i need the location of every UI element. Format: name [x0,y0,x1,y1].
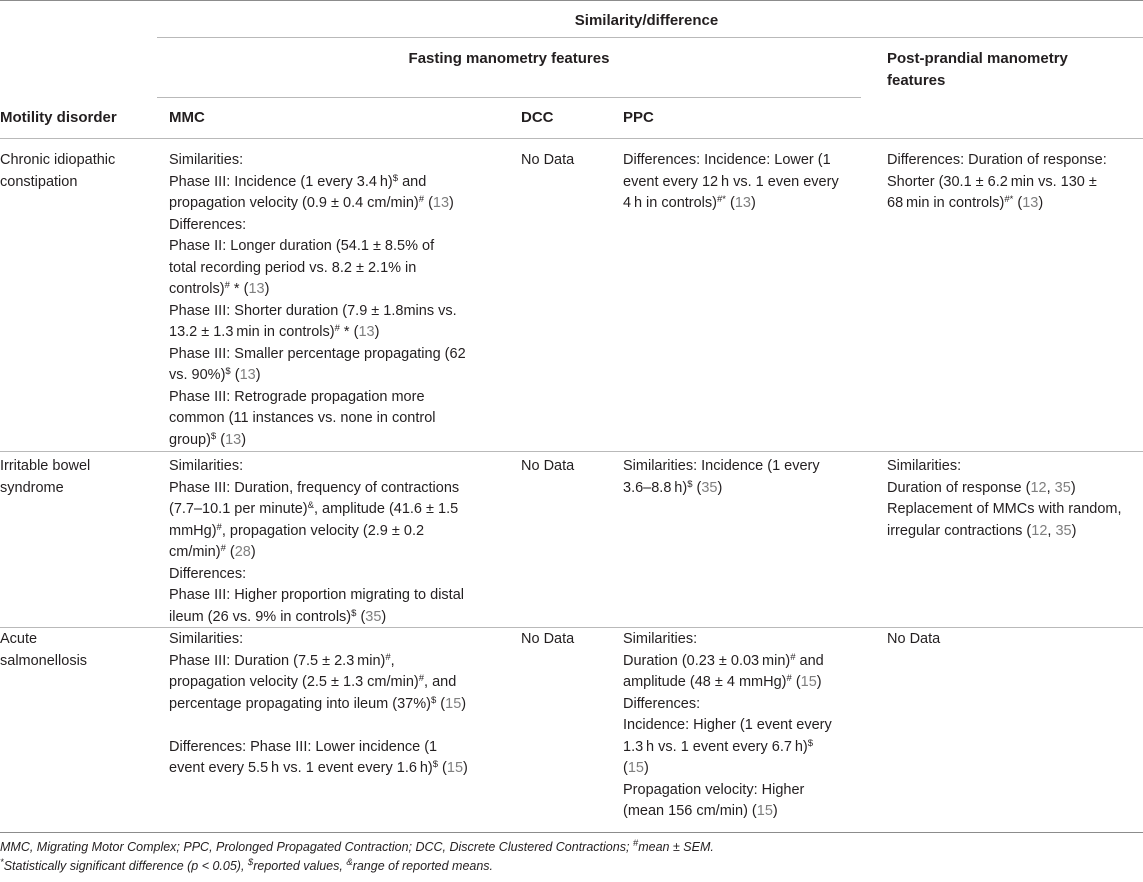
disorder-line: Irritable bowel [0,458,91,474]
cell-line [169,564,464,586]
cell-text: 3.6–8.8 h) [623,479,688,496]
row-1-dcc: No Data [521,152,575,168]
superscript-mark: $ [351,607,357,619]
cell-text: controls) [169,281,225,297]
superscript-mark: * [0,857,4,868]
row-3-postprandial [887,629,940,651]
cell-text: ) [461,695,467,712]
superscript-mark: # [632,838,639,849]
cell-text: Differences: [623,695,701,712]
cell-text: ) [816,674,822,690]
cell-line [887,629,940,651]
reference-number[interactable]: 13 [239,367,256,383]
cell-text: reported values, [253,859,347,873]
row-2-postprandial [887,456,1122,542]
cell-line [169,521,464,543]
table-bottom-rule [0,832,1143,833]
cell-text: , [1046,479,1055,496]
superscript-mark: $ [432,759,439,770]
cell-text: No Data [887,631,941,647]
reference-number[interactable]: 15 [756,803,773,819]
cell-text: ) [643,760,649,776]
superscript-mark: # [418,673,425,684]
cell-text: group) [169,431,211,448]
superscript-mark: # [224,280,230,291]
header-ppc: PPC [623,109,654,126]
cell-line [887,193,1107,215]
superscript-mark: # [220,543,226,554]
cell-line [169,322,466,344]
cell-text: event every 12 h vs. 1 even every [623,173,839,190]
cell-line [623,456,820,478]
cell-line [169,172,466,194]
cell-line [169,694,468,716]
row-3-ppc [623,629,832,823]
reference-number[interactable]: 13 [432,195,450,211]
cell-text: Phase III: Duration (7.5 ± 2.3 min) [169,652,386,669]
cell-line [887,150,1107,172]
row-2-rule [0,627,1143,628]
table-top-rule [0,0,1143,1]
cell-text: MMC, Migrating Motor Complex; PPC, Prolonged Propagated Contraction; DCC, Discrete Clustered Contractions; [0,840,633,854]
header-motility-disorder: Motility disorder [0,109,117,126]
superscript-mark: $ [247,857,254,868]
cell-text: ( [356,608,366,625]
cell-text: ) [449,195,454,211]
cell-line [623,801,832,823]
cell-text: Phase III: Smaller percentage propagating (62 [169,345,466,362]
superscript-mark: $ [392,172,399,184]
cell-text: , [1047,522,1056,539]
superscript-mark: #* [716,194,726,205]
cell-line [169,456,464,478]
header-postprandial-line2: features [887,72,946,89]
disorder-line: salmonellosis [0,652,88,669]
header-group-rule [157,37,1143,38]
disorder-line: Acute [0,631,38,647]
cell-text: Shorter (30.1 ± 6.2 min vs. 130 ± [887,173,1097,190]
cell-text: Replacement of MMCs with random, [887,501,1122,517]
cell-line [169,279,466,301]
cell-text: , amplitude (41.6 ± 1.5 [313,501,459,517]
header-dcc: DCC [521,109,554,126]
cell-text: 1.3 h vs. 1 event every 6.7 h) [623,738,808,755]
cell-text: , propagation velocity (2.9 ± 0.2 [221,522,425,539]
cell-line [169,301,466,323]
cell-text: ( [216,431,226,448]
row-2-disorder [0,456,90,499]
reference-number[interactable]: 12 [1030,479,1047,496]
cell-text: Statistically significant difference (p < 0.05), [3,859,248,873]
cell-text: Phase III: Incidence (1 every 3.4 h) [169,173,393,190]
cell-text: Phase III: Retrograde propagation more [169,388,425,405]
cell-text: ) [463,760,468,776]
cell-text: 68 min in controls) [887,195,1005,211]
cell-text: ) [1038,195,1044,211]
cell-line [169,365,466,387]
cell-line [0,838,714,857]
cell-text: ) [374,324,380,340]
cell-text: ( [230,367,240,383]
cell-text: range of reported means. [352,859,494,873]
header-fasting-rule [157,97,861,98]
cell-line [623,672,832,694]
superscript-mark: $ [225,366,231,377]
cell-line [169,585,464,607]
superscript-mark: $ [210,430,217,442]
cell-text: total recording period vs. 8.2 ± 2.1% in [169,259,417,276]
row-3-mmc [169,629,468,780]
cell-text: ( [424,195,433,211]
disorder-line: syndrome [0,479,64,496]
cell-line [169,258,466,280]
cell-line [169,387,466,409]
cell-text: ) [772,803,778,819]
cell-text: ( [725,195,735,211]
cell-text: Similarities: [169,152,244,168]
reference-number[interactable]: 13 [248,281,265,297]
reference-number[interactable]: 15 [445,695,462,712]
cell-text: vs. 90%) [169,367,226,383]
superscript-mark: # [216,521,222,533]
cell-line [623,172,839,194]
superscript-mark: # [334,323,340,334]
cell-line [169,715,468,737]
cell-line [887,172,1107,194]
cell-text: Differences: [169,565,247,582]
row-1-rule [0,451,1143,452]
cell-line [623,694,832,716]
cell-line [887,499,1122,521]
cell-text: Duration (0.23 ± 0.03 min) [623,652,791,669]
cell-text: ) [264,281,270,297]
cell-line [169,629,468,651]
cell-text: mmHg) [169,522,217,539]
cell-text: ) [1071,522,1077,539]
cell-text: ) [717,479,723,496]
cell-text: Differences: Incidence: Lower (1 [623,152,831,168]
header-postprandial-line1: Post-prandial manometry [887,50,1068,67]
superscript-mark: #* [1004,194,1014,205]
cell-text: propagation velocity (0.9 ± 0.4 cm/min) [169,195,419,211]
row-1-mmc [169,150,466,451]
cell-line [623,715,832,737]
reference-number[interactable]: 13 [1022,195,1039,211]
cell-line [169,408,466,430]
cell-text: (7.7–10.1 per minute) [169,501,308,517]
row-3-disorder [0,629,87,672]
cell-text: Differences: Duration of response: [887,152,1107,168]
cell-text: mean ± SEM. [638,840,714,854]
superscript-mark: $ [807,737,814,749]
cell-line [169,150,466,172]
cell-text: Differences: [169,216,247,233]
cell-text: * ( [229,281,249,297]
cell-line [169,737,468,759]
cell-text: percentage propagating into ileum (37%) [169,695,431,712]
cell-text: * ( [339,324,359,340]
cell-text: Similarities: [169,458,244,474]
reference-number[interactable]: 13 [358,324,375,340]
cell-text: 4 h in controls) [623,195,717,211]
reference-number[interactable]: 13 [225,431,242,448]
cell-line [169,651,468,673]
cell-text: (mean 156 cm/min) ( [623,803,757,819]
cell-text: and [795,652,824,669]
cell-line [623,651,832,673]
row-2-mmc [169,456,464,628]
reference-number[interactable]: 35 [701,479,718,496]
cell-text: ( [692,479,702,496]
superscript-mark: # [418,194,425,205]
cell-text: Phase III: Duration, frequency of contractions [169,479,460,496]
row-2-ppc [623,456,820,499]
cell-line [169,215,466,237]
row-1-postprandial [887,150,1107,215]
disorder-line: Chronic idiopathic [0,152,116,168]
cell-text: irregular contractions ( [887,522,1032,539]
cell-text: ) [250,544,256,560]
cell-text: and [398,173,427,190]
cell-line [623,193,839,215]
cell-text: propagation velocity (2.5 ± 1.3 cm/min) [169,674,419,690]
cell-text: ) [381,608,387,625]
cell-text: ( [438,760,447,776]
reference-number[interactable]: 35 [1054,479,1071,496]
cell-line [623,629,832,651]
cell-line [169,607,464,629]
superscript-mark: # [790,651,796,663]
cell-text: Similarities: [887,458,962,474]
cell-line [169,542,464,564]
cell-line [623,780,832,802]
cell-text: ( [623,760,628,776]
row-2-dcc: No Data [521,458,575,474]
cell-text: ( [225,544,235,560]
cell-text: ) [255,367,261,383]
cell-text: Similarities: [623,631,698,647]
cell-text: Differences: Phase III: Lower incidence (1 [169,738,438,755]
row-1-ppc [623,150,839,215]
cell-text: Similarities: Incidence (1 every [623,458,820,474]
superscript-mark: # [786,673,792,684]
superscript-mark: $ [430,694,437,706]
cell-line [169,193,466,215]
reference-number[interactable]: 12 [1031,522,1048,539]
cell-text: Duration of response ( [887,479,1031,496]
header-bottom-rule [0,138,1143,139]
cell-text: Phase III: Shorter duration (7.9 ± 1.8mins vs. [169,302,457,319]
cell-line [0,857,714,876]
cell-line [623,737,832,759]
cell-line [169,430,466,452]
reference-number[interactable]: 13 [734,195,751,211]
cell-text: Similarities: [169,631,244,647]
cell-text: , and [424,674,457,690]
cell-line [623,150,839,172]
superscript-mark: & [307,500,314,511]
cell-line [169,672,468,694]
cell-line [887,478,1122,500]
cell-text: , [390,652,395,669]
cell-text: cm/min) [169,544,221,560]
cell-text: event every 5.5 h vs. 1 event every 1.6 h) [169,760,433,776]
cell-text: Phase II: Longer duration (54.1 ± 8.5% of [169,238,435,254]
header-mmc: MMC [169,109,205,126]
cell-line [169,236,466,258]
superscript-mark: # [385,651,391,663]
cell-text: ) [750,195,756,211]
cell-line [887,456,1122,478]
header-fasting-features: Fasting manometry features [408,50,610,67]
row-1-disorder [0,150,115,193]
cell-line [623,758,832,780]
cell-text: ileum (26 vs. 9% in controls) [169,608,352,625]
header-postprandial-features [887,48,1068,92]
cell-text: ( [1013,195,1023,211]
cell-line [169,758,468,780]
reference-number[interactable]: 35 [365,608,382,625]
cell-text: ( [436,695,446,712]
cell-text: 13.2 ± 1.3 min in controls) [169,324,335,340]
reference-number[interactable]: 15 [800,674,817,690]
cell-line [169,478,464,500]
cell-line [169,344,466,366]
cell-line [169,499,464,521]
disorder-line: constipation [0,173,78,190]
cell-text: ) [241,431,247,448]
cell-text: Phase III: Higher proportion migrating to distal [169,587,464,603]
superscript-mark: & [346,857,353,868]
reference-number[interactable]: 28 [234,544,251,560]
cell-text: ( [791,674,801,690]
header-similarity-difference: Similarity/difference [574,12,719,29]
reference-number[interactable]: 35 [1055,522,1072,539]
cell-text: Incidence: Higher (1 event every [623,717,832,733]
superscript-mark: $ [687,478,693,490]
reference-number[interactable]: 15 [446,760,464,776]
cell-line [623,478,820,500]
cell-text: Propagation velocity: Higher [623,781,805,798]
cell-text: common (11 instances vs. none in control [169,410,436,426]
cell-line [887,521,1122,543]
cell-text: ) [1070,479,1076,496]
table-footnotes [0,838,714,876]
cell-text: amplitude (48 ± 4 mmHg) [623,674,787,690]
reference-number[interactable]: 15 [627,760,644,776]
row-3-dcc: No Data [521,631,575,647]
